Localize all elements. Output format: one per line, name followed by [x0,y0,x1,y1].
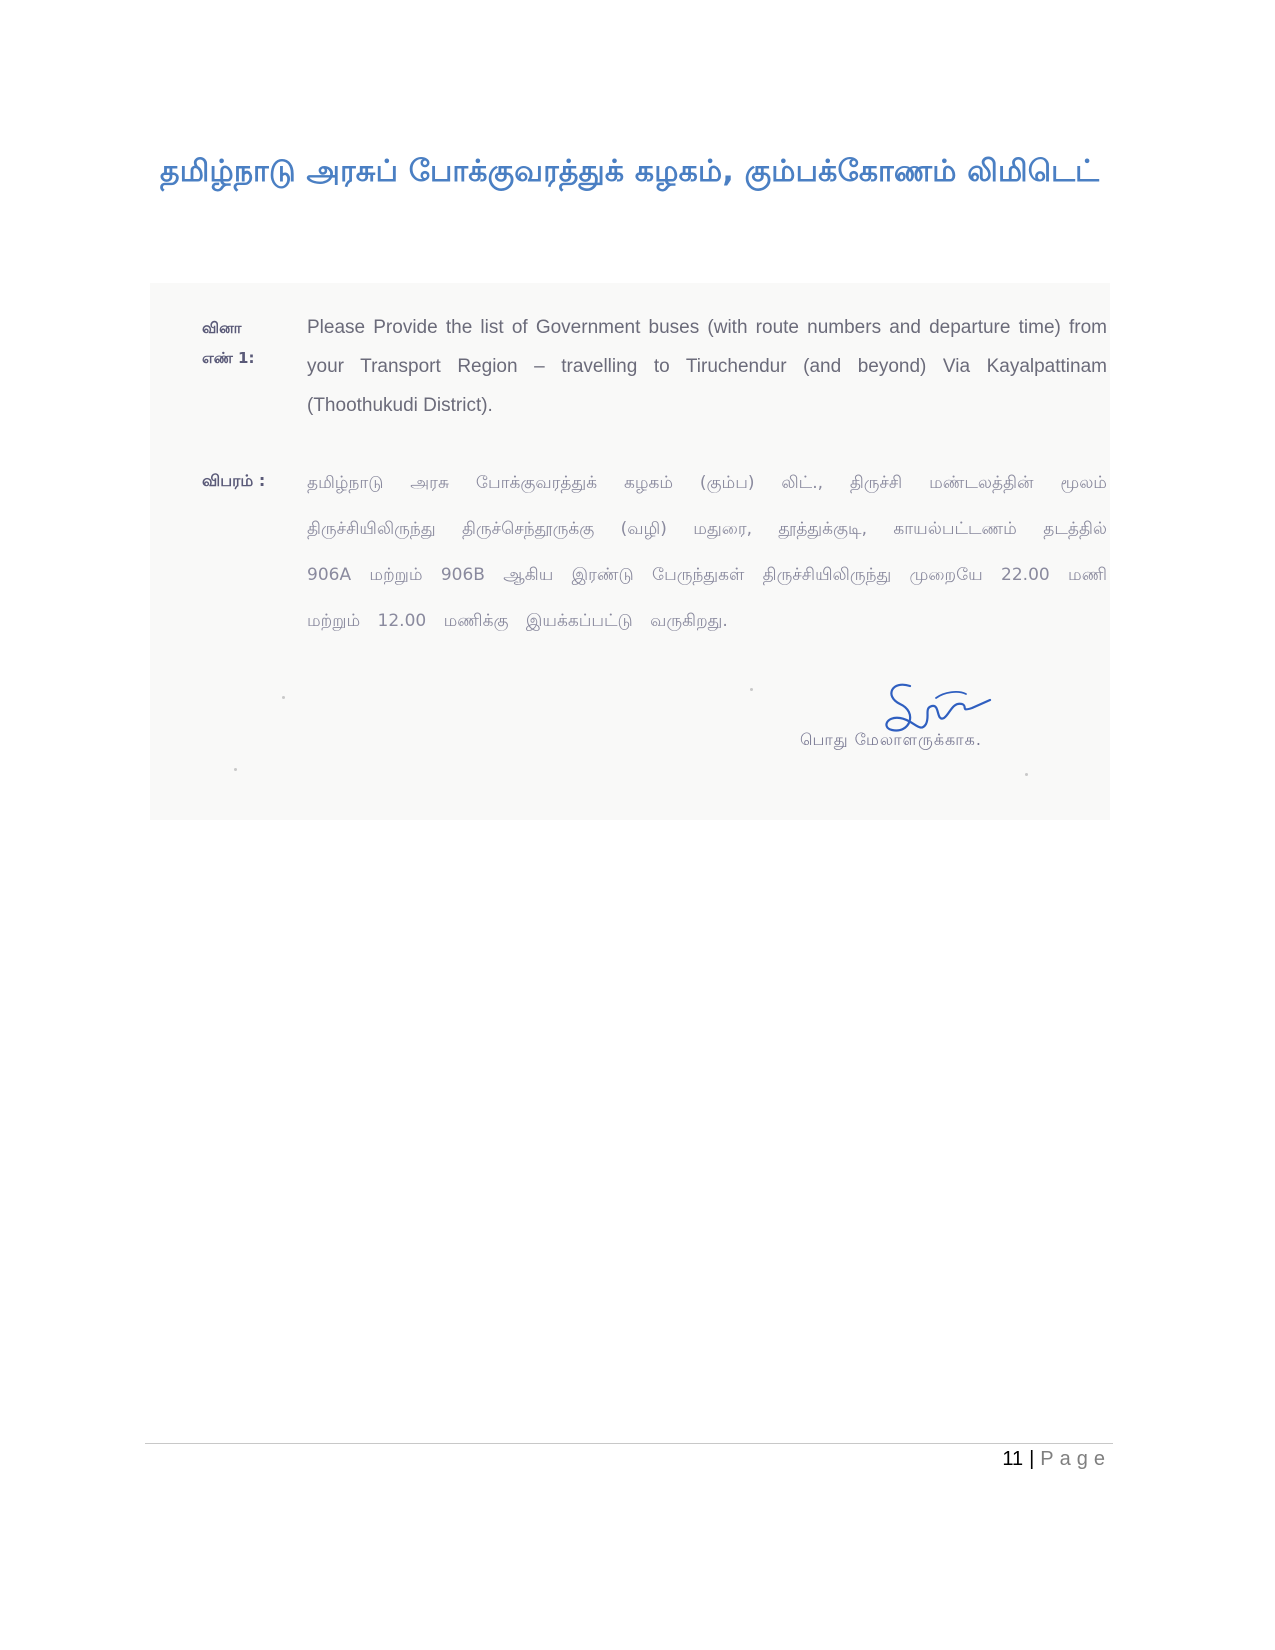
document-title: தமிழ்நாடு அரசுப் போக்குவரத்துக் கழகம், கும்பக்கோணம் லிமிடெட் [160,154,1100,189]
question-text: Please Provide the list of Government buses (with route numbers and departure time) from your Transport Region – travelling to Tiruchendur (and beyond) Via Kayalpattinam (Thoothukudi District). [307,317,1107,416]
page-label: Page [1040,1448,1111,1470]
signature-caption: பொது மேலாளருக்காக. [800,730,982,749]
detail-label: விபரம் : [202,471,266,490]
scanned-letter-image [150,283,1110,820]
scan-speck [234,768,237,771]
signature-block [800,678,1100,768]
scan-speck [282,696,285,699]
footer-divider [145,1443,1113,1444]
question-label-line1: வினா [202,319,242,337]
footer-separator: | [1029,1448,1035,1470]
page-footer [1002,1448,1111,1471]
question-label [202,313,282,373]
question-label-line2: எண் 1: [202,349,255,367]
scan-speck [750,688,753,691]
page-number: 11 [1002,1448,1024,1470]
scan-speck [1025,773,1028,776]
detail-text: தமிழ்நாடு அரசு போக்குவரத்துக் கழகம் (கும்ப) லிட்., திருச்சி மண்டலத்தின் மூலம் திருச்சியிலிருந்து திருச்செந்தூருக்கு (வழி) மதுரை, தூத்துக்குடி, காயல்பட்டணம் தடத்தில் 906A மற்றும் 906B ஆகிய இரண்டு பேருந்துகள் திருச்சியிலிருந்து முறையே 22.00 மணி மற்றும் 12.00 மணிக்கு இயக்கப்பட்டு வருகிறது. [307,473,1107,631]
